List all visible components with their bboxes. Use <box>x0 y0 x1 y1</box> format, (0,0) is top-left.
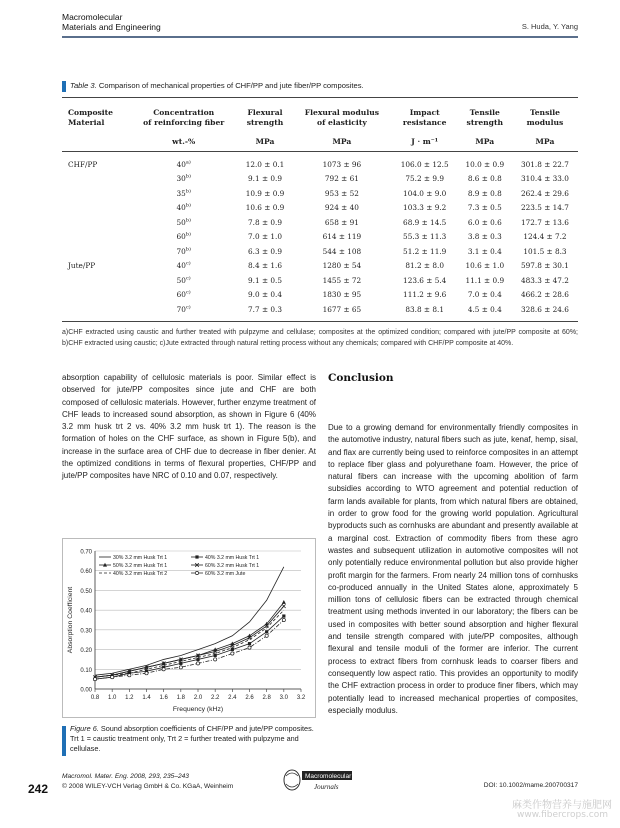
y-tick-label: 0.70 <box>80 549 92 556</box>
x-tick-label: 0.8 <box>90 695 100 701</box>
cell-tensile-strength: 4.5 ± 0.4 <box>467 304 502 314</box>
cell-flexural-modulus: 1830 ± 95 <box>322 290 362 300</box>
footer-citation-line1: Macromol. Mater. Eng. 2008, 293, 235–243 <box>62 773 189 780</box>
y-tick-label: 0.60 <box>80 569 92 576</box>
cell-concentration: 30$^{b)}$ <box>176 173 191 184</box>
cell-impact-resistance: 111.2 ± 9.6 <box>403 290 447 300</box>
cell-impact-resistance: 83.8 ± 8.1 <box>405 304 444 314</box>
footnote-marker: c) <box>185 304 191 311</box>
footnote-marker: b) <box>185 246 191 253</box>
cell-flexural-strength: 7.8 ± 0.9 <box>248 217 282 227</box>
cell-tensile-strength: 6.0 ± 0.6 <box>467 217 502 227</box>
data-point <box>145 672 148 675</box>
cell-flexural-strength: 7.0 ± 1.0 <box>248 232 282 242</box>
figure-caption-marker <box>62 726 66 756</box>
mechanical-properties-table <box>62 97 578 322</box>
cell-concentration: 60$^{b)}$ <box>176 231 191 242</box>
journal-title-line1: Macromolecular <box>62 12 123 22</box>
cell-material <box>62 273 129 288</box>
figure-6 <box>62 538 316 718</box>
cell-concentration: 70$^{b)}$ <box>176 246 191 256</box>
body-paragraph-left: absorption capability of cellulosic materials is poor. Similar effect is observed for jute/PP composites since jute and CHF are both composed of cellulosic materials. However, further enzyme treatment of CHF leads to increased sound absorption, as shown in Figure 6 (40% 3.2 mm husk trt 2 vs. 40% 3.2 mm husk trt 1). The reason is the formation of holes on the CHF surface, as shown in Figure 5(b), and increase in the surface area of CHF due to decrease in fiber denier. At the optimized conditions in terms of flexural properties, CHF/PP and jute/PP composites have NRC of 0.10 and 0.07, respectively. <box>62 373 316 481</box>
x-tick-label: 1.2 <box>125 695 134 701</box>
cell-tensile-strength: 8.9 ± 0.8 <box>467 188 502 198</box>
macromolecular-journals-logo <box>282 766 354 794</box>
series-line-3 <box>95 610 284 677</box>
table-caption-text: Comparison of mechanical properties of CHF/PP and jute fiber/PP composites. <box>96 81 364 90</box>
cell-flexural-strength: 12.0 ± 0.1 <box>245 160 285 170</box>
x-tick-label: 2.8 <box>262 695 271 701</box>
cell-concentration: 50$^{b)}$ <box>176 217 191 227</box>
unit-impact-resistance: J · m⁻¹ <box>392 134 458 152</box>
table-caption-label: Table 3. <box>70 81 97 90</box>
x-tick-label: 2.4 <box>228 695 237 701</box>
cell-tensile-strength: 3.8 ± 0.3 <box>467 232 502 242</box>
page-number: 242 <box>28 782 49 796</box>
col-header-concentration: Concentration of reinforcing fiber <box>143 108 225 127</box>
series-line-4 <box>95 616 284 679</box>
legend-label: 40% 3.2 mm Husk Trt 1 <box>205 555 260 561</box>
footnote-marker: b) <box>185 188 191 195</box>
data-point <box>196 662 199 665</box>
cell-impact-resistance: 104.0 ± 9.0 <box>403 188 447 198</box>
cell-material: CHF/PP <box>68 160 98 170</box>
cell-flexural-modulus: 1677 ± 65 <box>322 304 362 314</box>
cell-material <box>62 302 129 321</box>
cell-tensile-modulus: 483.3 ± 47.2 <box>521 275 569 285</box>
footnote-marker: b) <box>185 173 191 180</box>
cell-concentration: 40$^{a)}$ <box>176 159 191 170</box>
cell-impact-resistance: 123.6 ± 5.4 <box>403 275 447 285</box>
cell-material <box>62 186 129 201</box>
y-tick-label: 0.20 <box>80 648 92 655</box>
y-tick-label: 0.40 <box>80 608 92 615</box>
x-tick-label: 1.4 <box>142 695 151 701</box>
data-point <box>265 634 268 637</box>
cell-tensile-strength: 3.1 ± 0.4 <box>467 246 502 256</box>
table-row <box>62 186 578 201</box>
footnote-marker: b) <box>185 231 191 238</box>
col-header-flexural-strength: Flexural strength <box>246 108 284 127</box>
cell-flexural-modulus: 924 ± 40 <box>324 203 359 213</box>
table-row <box>62 302 578 321</box>
x-axis-label: Frequency (kHz) <box>172 706 224 713</box>
cell-concentration: 60$^{c)}$ <box>176 289 191 300</box>
cell-tensile-modulus: 262.4 ± 29.6 <box>521 188 569 198</box>
cell-tensile-modulus: 597.8 ± 30.1 <box>521 261 569 271</box>
data-point <box>196 658 199 661</box>
x-tick-label: 3.2 <box>296 695 306 701</box>
footnote-marker: c) <box>185 260 191 267</box>
footnote-marker: a) <box>185 159 191 166</box>
cell-flexural-strength: 9.1 ± 0.5 <box>248 275 282 285</box>
unit-tensile-strength: MPa <box>458 134 512 152</box>
data-point <box>128 674 131 677</box>
logo-line2: Journals <box>314 783 339 791</box>
footer-citation-line2: © 2008 WILEY-VCH Verlag GmbH & Co. KGaA, Weinheim <box>62 782 234 790</box>
footnote-marker: b) <box>185 202 191 209</box>
cell-impact-resistance: 103.3 ± 9.2 <box>403 203 447 213</box>
cell-flexural-strength: 6.3 ± 0.9 <box>248 246 282 256</box>
table-units-row <box>62 134 578 152</box>
data-point <box>162 668 165 671</box>
cell-tensile-modulus: 223.5 ± 14.7 <box>521 203 569 213</box>
cell-tensile-strength: 7.0 ± 0.4 <box>467 290 502 300</box>
footnote-marker: c) <box>185 289 191 296</box>
unit-concentration: wt.-% <box>129 134 237 152</box>
data-point <box>265 630 268 633</box>
sound-absorption-chart <box>63 539 317 719</box>
footnote-marker: b) <box>185 217 191 224</box>
x-tick-label: 2.0 <box>193 695 203 701</box>
cell-impact-resistance: 75.2 ± 9.9 <box>405 174 444 184</box>
cell-tensile-strength: 8.6 ± 0.8 <box>467 174 502 184</box>
cell-flexural-modulus: 614 ± 119 <box>322 232 362 242</box>
legend-label: 40% 3.2 mm Husk Trt 2 <box>113 571 168 577</box>
cell-material <box>62 288 129 303</box>
cell-tensile-modulus: 466.2 ± 28.6 <box>521 290 569 300</box>
cell-material: Jute/PP <box>68 261 96 271</box>
y-tick-label: 0.30 <box>80 628 92 635</box>
cell-concentration: 40$^{c)}$ <box>176 260 191 271</box>
x-tick-label: 3.0 <box>279 695 289 701</box>
legend-marker <box>195 571 198 574</box>
cell-flexural-modulus: 792 ± 61 <box>324 174 359 184</box>
figure-caption <box>70 724 316 755</box>
cell-impact-resistance: 55.3 ± 11.3 <box>403 232 447 242</box>
data-point <box>231 652 234 655</box>
cell-flexural-modulus: 1455 ± 72 <box>322 275 362 285</box>
table-row <box>62 215 578 230</box>
col-header-impact-resistance: Impact resistance <box>402 108 447 127</box>
col-header-tensile-strength: Tensile strength <box>466 108 504 127</box>
legend-label: 60% 3.2 mm Husk Trt 1 <box>205 563 260 569</box>
footnote-marker: c) <box>185 275 191 282</box>
unit-material <box>62 134 129 152</box>
cell-tensile-modulus: 328.6 ± 24.6 <box>521 304 569 314</box>
cell-material <box>62 172 129 187</box>
cell-concentration: 50$^{c)}$ <box>176 275 191 285</box>
x-tick-label: 1.6 <box>159 695 168 701</box>
unit-flexural-strength: MPa <box>238 134 292 152</box>
cell-flexural-strength: 10.6 ± 0.9 <box>245 203 285 213</box>
cell-tensile-strength: 7.3 ± 0.5 <box>467 203 502 213</box>
unit-tensile-modulus: MPa <box>512 134 578 152</box>
x-tick-label: 1.8 <box>176 695 186 701</box>
y-tick-label: 0.50 <box>80 588 92 595</box>
cell-tensile-strength: 11.1 ± 0.9 <box>465 275 505 285</box>
y-tick-label: 0.00 <box>80 687 92 694</box>
cell-material <box>62 244 129 259</box>
cell-flexural-strength: 8.4 ± 1.6 <box>248 261 282 271</box>
cell-material <box>62 230 129 245</box>
y-axis-label: Absorption Coefficient <box>67 586 74 654</box>
cell-impact-resistance: 68.9 ± 14.5 <box>403 217 447 227</box>
conclusion-paragraph: Due to a growing demand for environmentally friendly composites in the automotive industry, natural fibers such as jute, kenaf, hemp, sisal, and flax are currently being used to reinforce composites in an attempt to replace fiber glass and polyurethane foam. However, the price of natural fibers can increase with the upcoming abolition of farm subsidies according to WTO agreement and potential reduction of farm lands available for plants, from which natural fibers are obtained, in order to grow food for the growing world population. Agricultural byproducts such as cornhusks are abundant and presently available at a marginal cost. Extraction of commodity fibers from these agro wastes and subsequent utilization in automotive composites will not only potentially reduce environmental pollution but also provide higher profit margin for the farmers. From nearly 24 million tons of cornhusks co-produced annually in the United States alone, approximately 5 million tons of cellulosic fibers can be extracted through chemical treatment using methods invented in our laboratory; the fibers can be used in composites with better sound absorption and higher flexural and tensile strength compared with jute/PP composites, although flexural and tensile moduli of the former are inferior. The current process to extract fibers from cornhusk leads to coarser fibers and consequently low aspect ratio. This provides an opportunity to modify the CHF extraction process in order to produce finer fibers, which may potentially lead to increased mechanical properties of composites, especially modulus. <box>328 423 578 715</box>
table-row <box>62 230 578 245</box>
cell-tensile-modulus: 101.5 ± 8.3 <box>523 246 567 256</box>
data-point <box>282 614 285 617</box>
cell-tensile-modulus: 172.7 ± 13.6 <box>521 217 569 227</box>
table-row <box>62 259 578 274</box>
cell-material <box>62 215 129 230</box>
cell-impact-resistance: 106.0 ± 12.5 <box>400 160 449 170</box>
section-title-conclusion: Conclusion <box>328 372 394 384</box>
data-point <box>231 648 234 651</box>
legend-marker <box>195 555 198 558</box>
journal-title <box>62 12 161 32</box>
data-point <box>282 618 285 621</box>
col-header-tensile-modulus: Tensile modulus <box>526 108 564 127</box>
footer-doi: DOI: 10.1002/mame.200700317 <box>483 782 578 789</box>
cell-tensile-strength: 10.6 ± 1.0 <box>465 261 505 271</box>
data-point <box>248 646 251 649</box>
journal-title-line2: Materials and Engineering <box>62 22 161 32</box>
cell-flexural-strength: 10.9 ± 0.9 <box>245 188 285 198</box>
watermark-chinese: 麻类作物营养与施肥网 <box>512 800 612 811</box>
watermark-url: www.fibercrops.com <box>517 810 608 820</box>
cell-flexural-strength: 9.1 ± 0.9 <box>248 174 282 184</box>
data-point <box>93 678 96 681</box>
x-tick-label: 1.0 <box>107 695 117 701</box>
running-authors: S. Huda, Y. Yang <box>521 22 578 31</box>
cell-concentration: 40$^{b)}$ <box>176 202 191 213</box>
table-row <box>62 244 578 259</box>
unit-flexural-modulus: MPa <box>292 134 392 152</box>
table-caption <box>70 81 364 90</box>
cell-concentration: 70$^{c)}$ <box>176 304 191 314</box>
cell-flexural-modulus: 953 ± 52 <box>324 188 359 198</box>
data-point <box>214 658 217 661</box>
cell-flexural-modulus: 1073 ± 96 <box>322 160 362 170</box>
cell-impact-resistance: 51.2 ± 11.9 <box>403 246 447 256</box>
y-tick-label: 0.10 <box>80 667 92 674</box>
data-point <box>179 662 182 665</box>
series-line-5 <box>95 606 284 677</box>
table-3 <box>62 97 578 322</box>
table-footnote: a)CHF extracted using caustic and further treated with pulpzyme and cellulase; composites at the optimized condition; compared with jute/PP composite at 60%; b)CHF extracted using caustic; c)Jute extracted through natural retting process without any chemicals; compared with CHF/PP composite at 40%. <box>62 329 578 347</box>
table-row <box>62 201 578 216</box>
data-point <box>214 654 217 657</box>
cell-flexural-modulus: 544 ± 108 <box>322 246 362 256</box>
data-point <box>111 676 114 679</box>
header-rule <box>62 36 578 38</box>
table-body <box>62 152 578 322</box>
cell-tensile-strength: 10.0 ± 0.9 <box>465 160 505 170</box>
table-row <box>62 273 578 288</box>
series-line-1 <box>95 567 284 675</box>
figure-caption-label: Figure 6. <box>70 724 99 733</box>
cell-flexural-modulus: 1280 ± 54 <box>322 261 362 271</box>
cell-tensile-modulus: 310.4 ± 33.0 <box>521 174 569 184</box>
data-point <box>282 604 286 608</box>
logo-line1: Macromolecular <box>305 773 352 780</box>
table-caption-marker <box>62 81 66 92</box>
cell-material <box>62 201 129 216</box>
data-point <box>179 666 182 669</box>
table-row <box>62 152 578 172</box>
table-header-row <box>62 98 578 135</box>
figure-caption-text: Sound absorption coefficients of CHF/PP and jute/PP composites. Trt 1 = caustic treatment only, Trt 2 = further treated with pulpzyme and cellulase. <box>70 724 314 754</box>
cell-tensile-modulus: 124.4 ± 7.2 <box>523 232 567 242</box>
table-row <box>62 288 578 303</box>
col-header-flexural-modulus: Flexural modulus of elasticity <box>304 108 379 127</box>
cell-flexural-strength: 7.7 ± 0.3 <box>248 304 282 314</box>
data-point <box>282 600 286 604</box>
cell-flexural-strength: 9.0 ± 0.4 <box>248 290 282 300</box>
x-tick-label: 2.2 <box>210 695 220 701</box>
legend-label: 50% 3.2 mm Husk Trt 1 <box>113 563 168 569</box>
footer-citation <box>62 772 233 791</box>
cell-tensile-modulus: 301.8 ± 22.7 <box>521 160 569 170</box>
data-point <box>248 642 251 645</box>
cell-flexural-modulus: 658 ± 91 <box>324 217 359 227</box>
cell-impact-resistance: 81.2 ± 8.0 <box>405 261 444 271</box>
legend-label: 60% 3.2 mm Jute <box>205 571 246 577</box>
x-tick-label: 2.6 <box>245 695 254 701</box>
table-row <box>62 172 578 187</box>
col-header-material: Composite Material <box>68 108 114 127</box>
legend-label: 30% 3.2 mm Husk Trt 1 <box>113 555 168 561</box>
cell-concentration: 35$^{b)}$ <box>176 188 191 198</box>
